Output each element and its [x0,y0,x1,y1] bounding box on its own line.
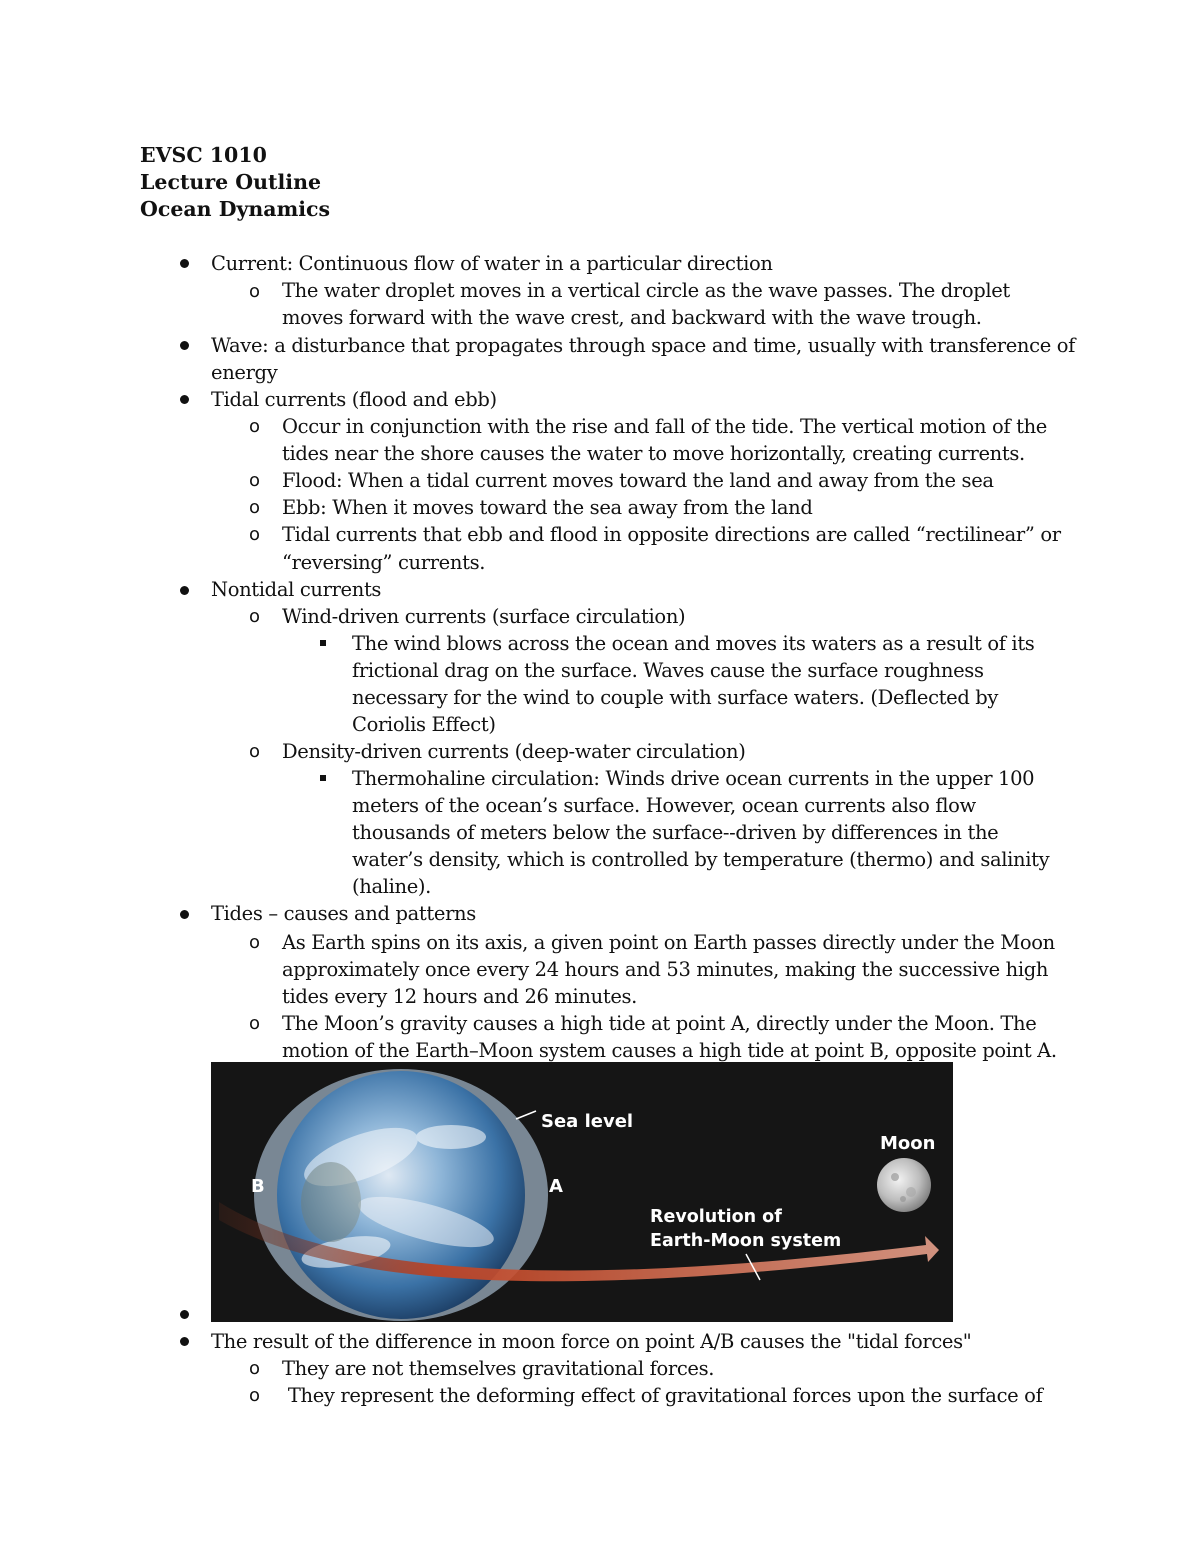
bullet-circle: o [249,524,261,545]
point-a-label: A [549,1176,563,1197]
course-code: EVSC 1010 [140,143,267,167]
outline-item: Density-driven currents (deep-water circulation) [282,740,746,763]
moon-label: Moon [880,1133,936,1154]
outline-item: (haline). [352,875,432,898]
bullet-circle: o [249,1385,261,1406]
outline-item: The Moon’s gravity causes a high tide at point A, directly under the Moon. The [282,1012,1037,1035]
outline-item: Wave: a disturbance that propagates through space and time, usually with transference of [211,334,1075,357]
outline-item: Wind-driven currents (surface circulation) [282,605,686,628]
bullet-dot-empty [180,1310,189,1319]
outline-item: Coriolis Effect) [352,713,496,736]
outline-item: They are not themselves gravitational forces. [282,1357,715,1380]
sea-level-label: Sea level [541,1111,634,1132]
earth-moon-tide-figure [211,1062,953,1322]
outline-item: tides near the shore causes the water to move horizontally, creating currents. [282,442,1025,465]
outline-item: tides every 12 hours and 26 minutes. [282,985,638,1008]
outline-item: Thermohaline circulation: Winds drive ocean currents in the upper 100 [352,767,1035,790]
outline-item: Tidal currents that ebb and flood in opposite directions are called “rectilinear” or [282,523,1061,546]
moon-icon [877,1158,931,1212]
bullet-square [320,775,326,781]
point-b-label: B [251,1176,265,1197]
bullet-dot [180,395,189,404]
bullet-circle: o [249,416,261,437]
bullet-dot [180,1337,189,1346]
bullet-circle: o [249,932,261,953]
bullet-circle: o [249,741,261,762]
outline-item: thousands of meters below the surface--driven by differences in the [352,821,999,844]
bullet-circle: o [249,470,261,491]
outline-item: approximately once every 24 hours and 53 minutes, making the successive high [282,958,1049,981]
revolution-label-line2: Earth-Moon system [650,1231,842,1251]
outline-item: motion of the Earth–Moon system causes a high tide at point B, opposite point A. [282,1039,1057,1062]
bullet-circle: o [249,1358,261,1379]
outline-item: The wind blows across the ocean and moves its waters as a result of its [352,632,1035,655]
bullet-dot [180,910,189,919]
outline-item: energy [211,361,278,384]
outline-item: Nontidal currents [211,578,382,601]
outline-item: moves forward with the wave crest, and backward with the wave trough. [282,306,982,329]
outline-item: frictional drag on the surface. Waves cause the surface roughness [352,659,984,682]
outline-item: water’s density, which is controlled by temperature (thermo) and salinity [352,848,1050,871]
outline-item: Ebb: When it moves toward the sea away from the land [282,496,813,519]
bullet-dot [180,586,189,595]
lecture-topic: Ocean Dynamics [140,197,331,221]
outline-item: As Earth spins on its axis, a given point on Earth passes directly under the Moon [282,931,1055,954]
bullet-circle: o [249,606,261,627]
outline-item: The result of the difference in moon force on point A/B causes the "tidal forces" [211,1330,972,1353]
outline-item: meters of the ocean’s surface. However, ocean currents also flow [352,794,976,817]
bullet-circle: o [249,497,261,518]
document-type: Lecture Outline [140,170,322,194]
outline-item: necessary for the wind to couple with surface waters. (Deflected by [352,686,999,709]
bullet-dot [180,341,189,350]
outline-item: Flood: When a tidal current moves toward the land and away from the sea [282,469,994,492]
outline-item: They represent the deforming effect of gravitational forces upon the surface of [282,1384,1043,1407]
bullet-circle: o [249,1013,261,1034]
outline-item: The water droplet moves in a vertical circle as the wave passes. The droplet [282,279,1010,302]
bullet-dot [180,259,189,268]
outline-item: Tides – causes and patterns [211,902,476,925]
outline-item: “reversing” currents. [282,551,486,574]
outline-item: Tidal currents (flood and ebb) [211,388,497,411]
revolution-label-line1: Revolution of [650,1207,782,1227]
bullet-square [320,640,326,646]
outline-item: Current: Continuous flow of water in a particular direction [211,252,773,275]
outline-item: Occur in conjunction with the rise and fall of the tide. The vertical motion of the [282,415,1047,438]
bullet-circle: o [249,281,261,302]
document-header [140,142,330,223]
